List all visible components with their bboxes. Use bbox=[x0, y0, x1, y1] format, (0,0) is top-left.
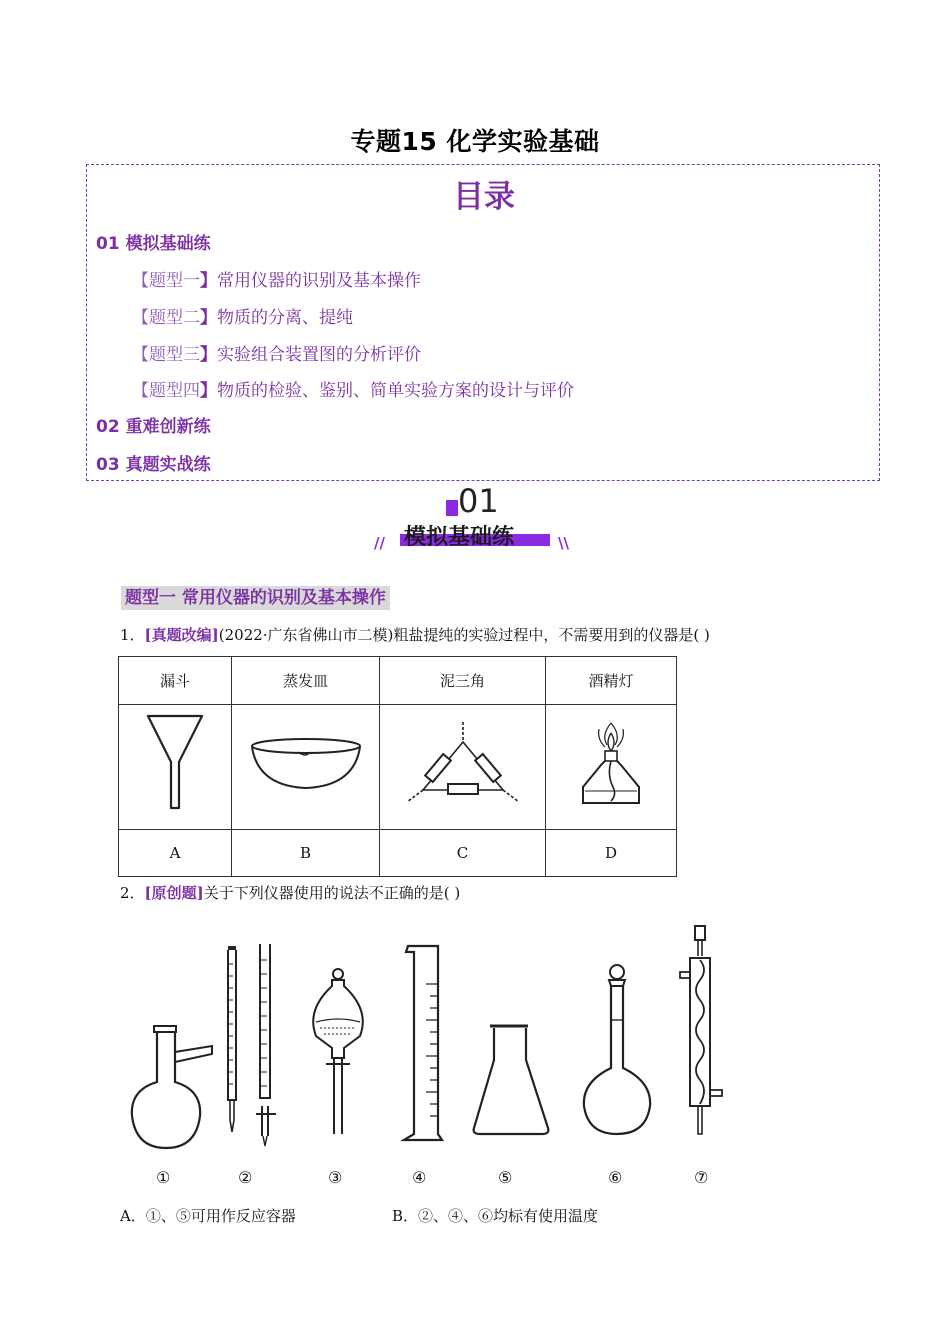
table-of-contents bbox=[86, 164, 880, 481]
toc-type-label: 常用仪器的识别及基本操作 bbox=[217, 271, 421, 291]
table-image-cell bbox=[546, 705, 677, 830]
figure-label-3: ③ bbox=[328, 1168, 343, 1187]
table-header-cell: 泥三角 bbox=[380, 657, 546, 705]
option-b[interactable]: B．②、④、⑥均标有使用温度 bbox=[392, 1207, 599, 1225]
apparatus-table bbox=[118, 656, 677, 877]
table-header-cell: 蒸发皿 bbox=[232, 657, 380, 705]
table-image-cell bbox=[380, 705, 546, 830]
toc-section-03[interactable]: 03 真题实战练 bbox=[96, 455, 211, 475]
question-text: 关于下列仪器使用的说法不正确的是( ) bbox=[203, 884, 461, 902]
toc-heading: 目录 bbox=[453, 179, 515, 215]
base-burette-icon bbox=[256, 944, 276, 1146]
separatory-funnel-icon bbox=[313, 969, 363, 1134]
figure-label-4: ④ bbox=[412, 1168, 427, 1187]
figure-label-2: ② bbox=[238, 1168, 253, 1187]
section-label-wrap bbox=[394, 520, 554, 548]
banner-accent bbox=[446, 500, 458, 516]
clay-triangle-icon bbox=[403, 718, 523, 813]
table-answer-cell: C bbox=[380, 830, 546, 877]
question-1 bbox=[120, 624, 710, 645]
question-tag: [真题改编] bbox=[144, 626, 219, 644]
figure-label-7: ⑦ bbox=[694, 1168, 709, 1187]
toc-type-3[interactable]: 【题型三】实验组合装置图的分析评价 bbox=[132, 345, 421, 365]
type-heading: 题型一 常用仪器的识别及基本操作 bbox=[121, 586, 390, 610]
evaporating-dish-icon bbox=[246, 730, 366, 800]
acid-burette-icon bbox=[228, 946, 236, 1132]
toc-type-tag: 题型一 bbox=[149, 271, 200, 291]
graduated-cylinder-icon bbox=[404, 946, 442, 1140]
toc-type-4[interactable]: 【题型四】物质的检验、鉴别、简单实验方案的设计与评价 bbox=[132, 381, 574, 401]
conical-flask-icon bbox=[474, 1026, 549, 1134]
toc-type-tag: 题型二 bbox=[149, 308, 200, 328]
banner-slash-left: // bbox=[374, 534, 385, 552]
document-title: 专题15 化学实验基础 bbox=[350, 127, 600, 156]
question-tag: [原创题] bbox=[144, 884, 204, 902]
toc-type-label: 物质的检验、鉴别、简单实验方案的设计与评价 bbox=[217, 381, 574, 401]
option-a[interactable]: A．①、⑤可用作反应容器 bbox=[120, 1207, 296, 1225]
funnel-icon bbox=[140, 710, 210, 820]
apparatus-figure bbox=[120, 920, 740, 1160]
table-image-cell bbox=[232, 705, 380, 830]
section-number: 01 bbox=[458, 482, 499, 520]
condenser-icon bbox=[680, 926, 722, 1134]
question-2 bbox=[120, 882, 460, 903]
figure-label-6: ⑥ bbox=[608, 1168, 623, 1187]
question-number: 1． bbox=[120, 626, 145, 644]
figure-label-5: ⑤ bbox=[498, 1168, 513, 1187]
question-number: 2． bbox=[120, 884, 145, 902]
banner-slash-right: \\ bbox=[558, 534, 569, 552]
toc-type-label: 物质的分离、提纯 bbox=[217, 308, 353, 328]
table-header-cell: 漏斗 bbox=[119, 657, 232, 705]
toc-type-tag: 题型四 bbox=[149, 381, 200, 401]
volumetric-flask-icon bbox=[584, 965, 650, 1134]
toc-type-label: 实验组合装置图的分析评价 bbox=[217, 345, 421, 365]
toc-type-2[interactable]: 【题型二】物质的分离、提纯 bbox=[132, 308, 353, 328]
distilling-flask-icon bbox=[132, 1026, 212, 1148]
table-answer-cell: B bbox=[232, 830, 380, 877]
table-answer-cell: A bbox=[119, 830, 232, 877]
toc-section-02[interactable]: 02 重难创新练 bbox=[96, 417, 211, 437]
section-label: 模拟基础练 bbox=[404, 525, 515, 550]
table-header-cell: 酒精灯 bbox=[546, 657, 677, 705]
toc-section-01[interactable]: 01 模拟基础练 bbox=[96, 234, 211, 254]
figure-label-1: ① bbox=[156, 1168, 171, 1187]
table-image-cell bbox=[119, 705, 232, 830]
table-answer-cell: D bbox=[546, 830, 677, 877]
section-banner bbox=[370, 482, 580, 562]
alcohol-lamp-icon bbox=[571, 715, 651, 815]
question-text: (2022·广东省佛山市二模)粗盐提纯的实验过程中，不需要用到的仪器是( ) bbox=[218, 626, 710, 644]
toc-type-1[interactable]: 【题型一】常用仪器的识别及基本操作 bbox=[132, 271, 421, 291]
toc-type-tag: 题型三 bbox=[149, 345, 200, 365]
